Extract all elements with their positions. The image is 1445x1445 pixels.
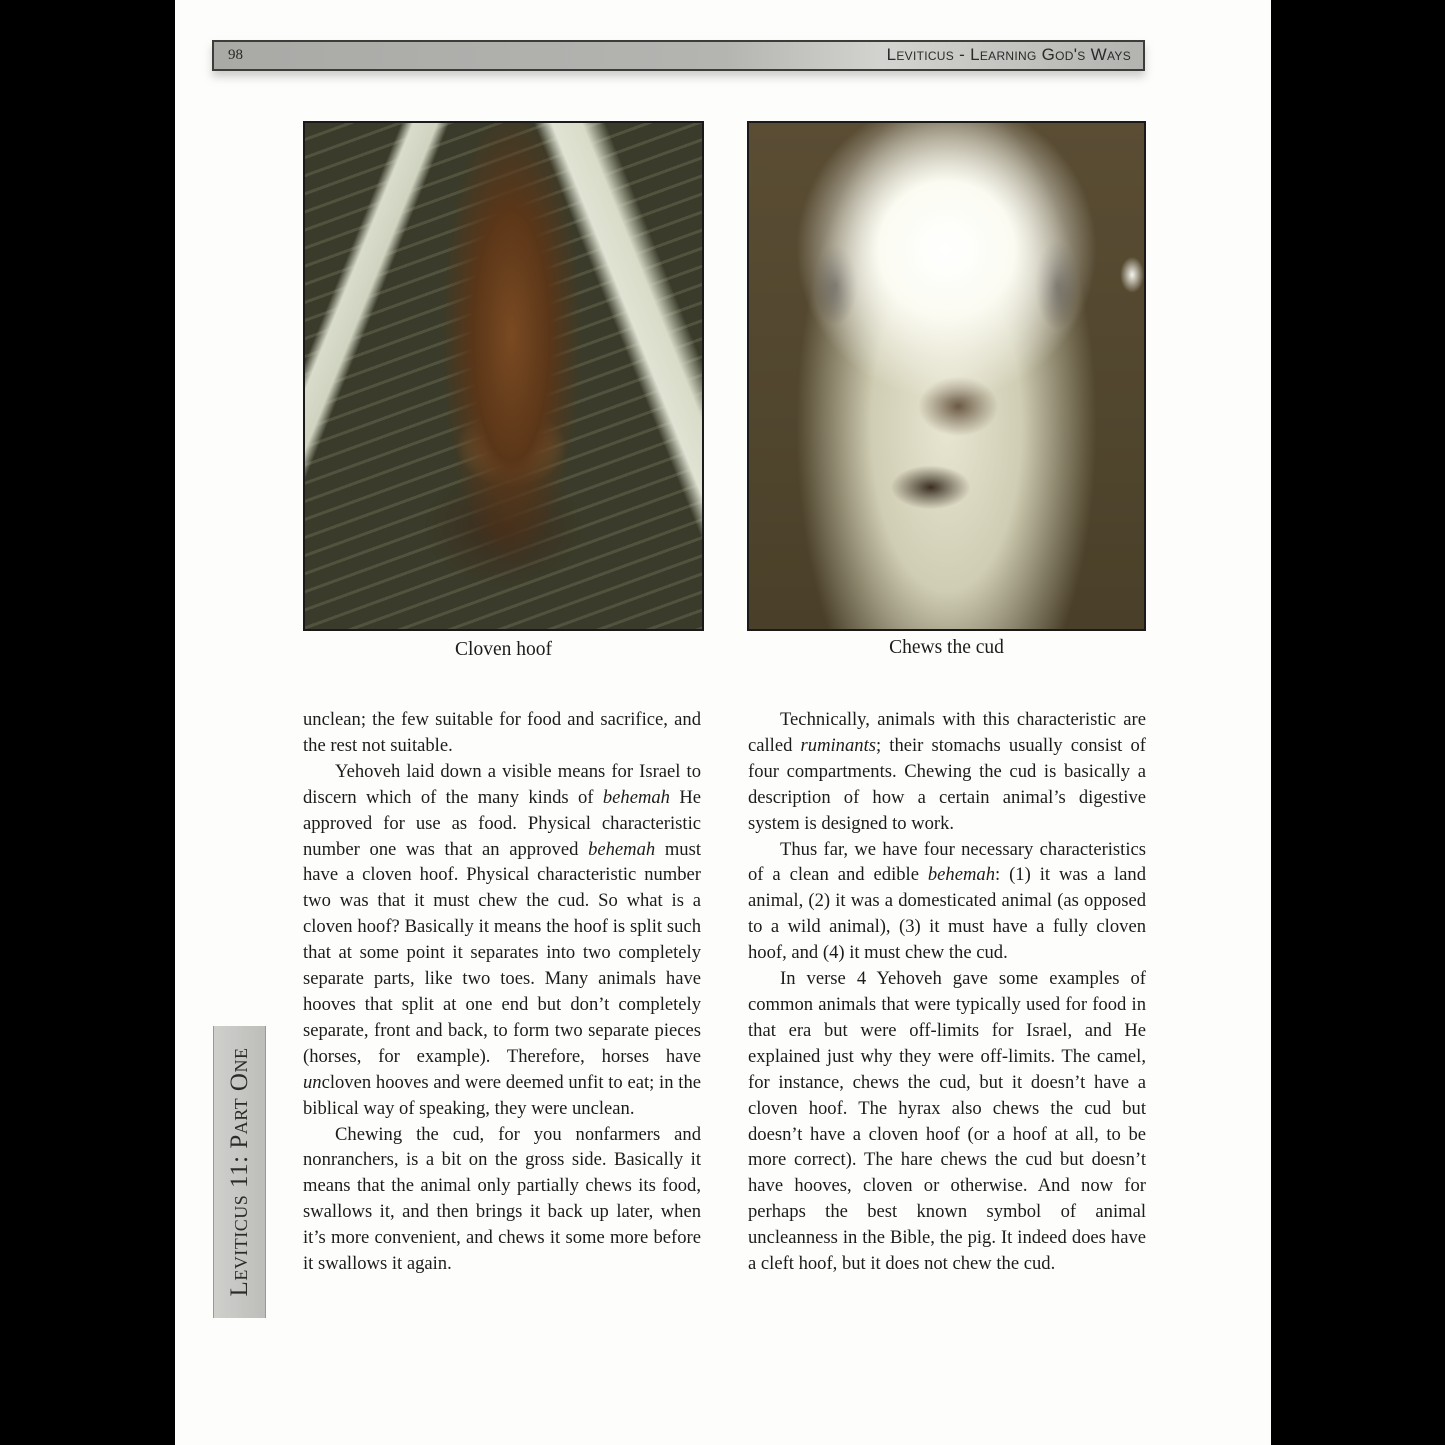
body-paragraph: unclean; the few suitable for food and sacrifice, and the rest not suitable.	[303, 709, 701, 756]
body-paragraph: Technically, animals with this characteristic are called ruminants; their stomachs usually consist of four compartments. Chewing the cud is basically a description of how a certain animal’s digestive system is designed to work.	[748, 709, 1146, 834]
italic-term: behemah	[588, 838, 656, 860]
llama-photo	[747, 121, 1146, 631]
running-header-bar	[212, 40, 1145, 71]
body-paragraph: Chewing the cud, for you nonfarmers and nonranchers, is a bit on the gross side. Basically it means that the animal only partially chews its food, swallows it, and then brings it back up later, when it’s more convenient, and chews it some more before it swallows it again.	[303, 1123, 701, 1275]
chapter-side-tab	[213, 1026, 266, 1318]
body-paragraph: In verse 4 Yehoveh gave some examples of common animals that were typically used for food in that era but were off-limits for Israel, and He explained just why they were off-limits. The camel, for instance, chews the cud, but it doesn’t have a cloven hoof. The hyrax also chews the cud but doesn’t have a cloven hoof (or a hoof at all, to be more correct). The hare chews the cud but doesn’t have hooves, cloven or otherwise. And now for perhaps the best known symbol of animal uncleanness in the Bible, the pig. It indeed does have a cleft hoof, but it does not chew the cud.	[748, 968, 1146, 1275]
italic-term: behemah	[927, 864, 995, 886]
chapter-side-tab-label: Leviticus 11: Part One	[225, 1047, 253, 1297]
text-column-right	[748, 707, 1146, 1277]
figure-caption-hoof: Cloven hoof	[455, 639, 552, 660]
italic-term: ruminants	[800, 734, 876, 756]
italic-term: behemah	[602, 786, 670, 808]
figure-caption-llama: Chews the cud	[889, 637, 1004, 658]
page-number: 98	[228, 47, 243, 63]
body-paragraph: Yehoveh laid down a visible means for Israel to discern which of the many kinds of behemah He approved for use as food. Physical characteristic number one was that an approved behemah must have a cloven hoof. Physical characteristic number two was that it must chew the cud. So what is a cloven hoof? Basically it means the hoof is split such that at some point it separates into two completely separate parts, like two toes. Many animals have hooves that split at one end but don’t completely separate, front and back, to form two separate pieces (horses, for example). Therefore, horses have uncloven hooves and were deemed unfit to eat; in the biblical way of speaking, they were unclean.	[303, 760, 701, 1119]
text-column-left	[303, 707, 701, 1277]
body-paragraph: Thus far, we have four necessary characteristics of a clean and edible behemah: (1) it was a land animal, (2) it was a domesticated animal (as opposed to a wild animal), (3) it must have a fully cloven hoof, and (4) it must chew the cud.	[748, 838, 1146, 964]
running-head-title: Leviticus - Learning God's Ways	[886, 45, 1131, 64]
book-page	[175, 0, 1271, 1445]
italic-term: un	[303, 1071, 322, 1093]
cloven-hoof-photo	[303, 121, 704, 631]
